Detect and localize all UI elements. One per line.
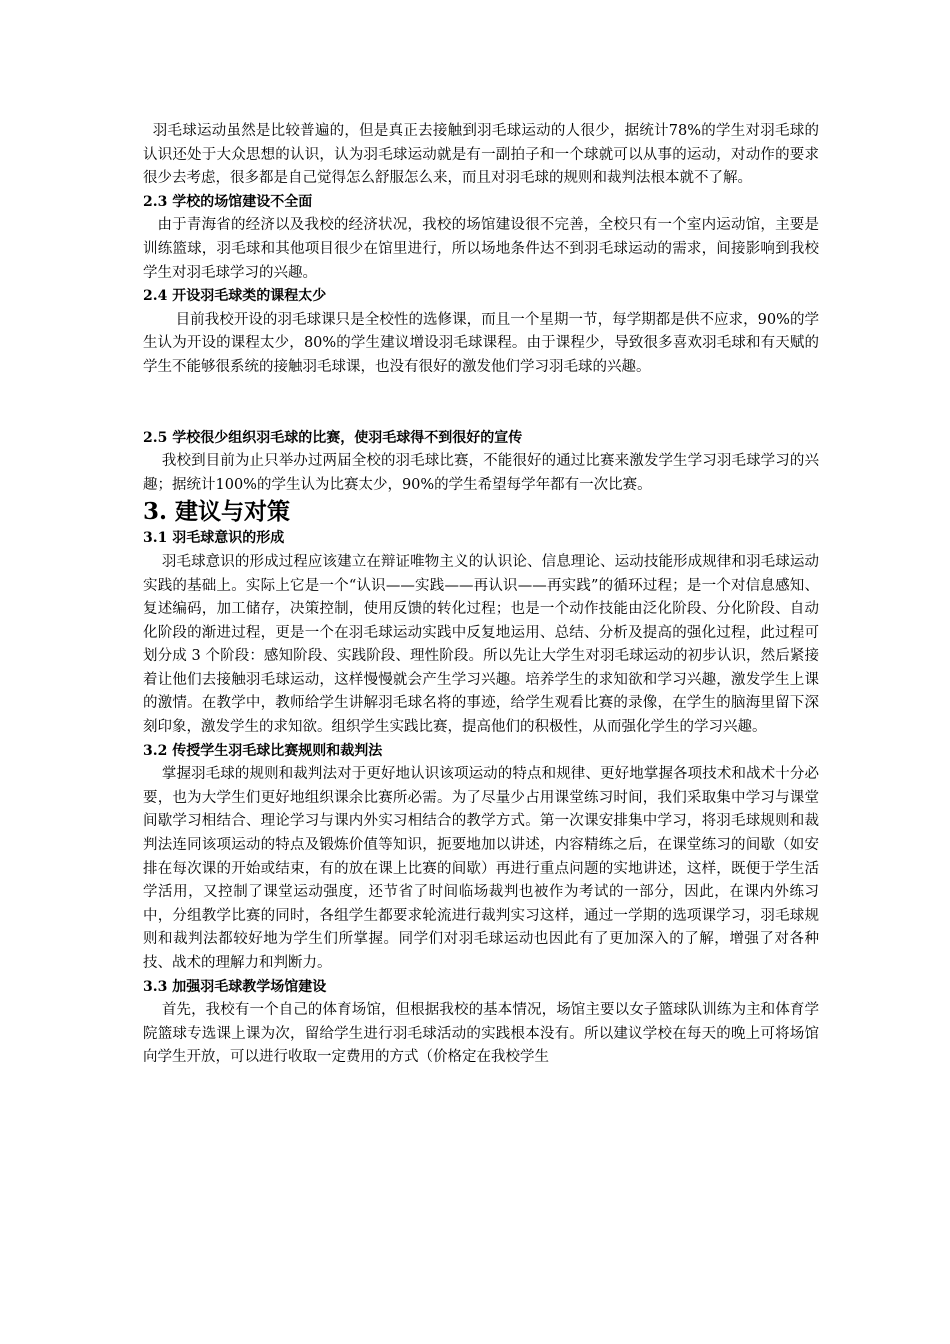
paragraph-2-5: 我校到目前为止只举办过两届全校的羽毛球比赛，不能很好的通过比赛来激发学生学习羽毛球学习的兴趣；据统计100%的学生认为比赛太少，90%的学生希望每学年都有一次比赛。 <box>143 453 819 493</box>
paragraph-intro: 羽毛球运动虽然是比较普遍的，但是真正去接触到羽毛球运动的人很少，据统计78%的学生对羽毛球的认识还处于大众思想的认识，认为羽毛球运动就是有一副拍子和一个球就可以从事的运动，对动作的要求很少去考虑，很多都是自己觉得怎么舒服怎么来，而且对羽毛球的规则和裁判法根本就不了解。 <box>143 123 819 187</box>
heading-2-3: 2.3 学校的场馆建设不全面 <box>143 193 313 210</box>
paragraph-2-4: 目前我校开设的羽毛球课只是全校性的选修课，而且一个星期一节，每学期都是供不应求，90%的学生认为开设的课程太少，80%的学生建议增设羽毛球课程。由于课程少，导致很多喜欢羽毛球和有天赋的学生不能够很系统的接触羽毛球课，也没有很好的激发他们学习羽毛球的兴趣。 <box>143 311 819 375</box>
blank-gap <box>143 380 819 427</box>
heading-2-5: 2.5 学校很少组织羽毛球的比赛，使羽毛球得不到很好的宣传 <box>143 429 523 446</box>
heading-3-1: 3.1 羽毛球意识的形成 <box>143 530 285 547</box>
heading-3-2: 3.2 传授学生羽毛球比赛规则和裁判法 <box>143 742 383 759</box>
paragraph-3-2: 掌握羽毛球的规则和裁判法对于更好地认识该项运动的特点和规律、更好地掌握各项技术和战术十分必要，也为大学生们更好地组织课余比赛所必需。为了尽量少占用课堂练习时间，我们采取集中学习与课堂间歇学习相结合、理论学习与课内外实习相结合的教学方式。第一次课安排集中学习，将羽毛球规则和裁判法连同该项运动的特点及锻炼价值等知识，扼要地加以讲述，内容精练之后，在课堂练习的间歇（如安排在每次课的开始或结束，有的放在课上比赛的间歇）再进行重点问题的实地讲述，这样，既便于学生活学活用，又控制了课堂运动强度，还节省了时间临场裁判也被作为考试的一部分，因此，在课内外练习中，分组教学比赛的同时，各组学生都要求轮流进行裁判实习这样，通过一学期的选项课学习，羽毛球规则和裁判法都较好地为学生们所掌握。同学们对羽毛球运动也因此有了更加深入的了解，增强了对各种技、战术的理解力和判断力。 <box>143 766 819 971</box>
heading-2-4: 2.4 开设羽毛球类的课程太少 <box>143 288 327 305</box>
heading-3: 3. 建议与对策 <box>143 498 291 526</box>
heading-3-3: 3.3 加强羽毛球教学场馆建设 <box>143 978 327 995</box>
document-page <box>143 120 819 1070</box>
paragraph-3-1: 羽毛球意识的形成过程应该建立在辩证唯物主义的认识论、信息理论、运动技能形成规律和羽毛球运动实践的基础上。实际上它是一个“认识——实践——再认识——再实践”的循环过程；是一个对信息感知、复述编码，加工储存，决策控制，使用反馈的转化过程；也是一个动作技能由泛化阶段、分化阶段、自动化阶段的渐进过程，更是一个在羽毛球运动实践中反复地运用、总结、分析及提高的强化过程，此过程可划分成 3 个阶段：感知阶段、实践阶段、理性阶段。所以先让大学生对羽毛球运动的初步认识，然后紧接着让他们去接触羽毛球运动，这样慢慢就会产生学习兴趣。培养学生的求知欲和学习兴趣，激发学生上课的激情。在教学中，教师给学生讲解羽毛球名将的事迹，给学生观看比赛的录像，在学生的脑海里留下深刻印象，激发学生的求知欲。组织学生实践比赛，提高他们的积极性，从而强化学生的学习兴趣。 <box>143 553 819 736</box>
paragraph-3-3: 首先，我校有一个自己的体育场馆，但根据我校的基本情况，场馆主要以女子篮球队训练为主和体育学院篮球专选课上课为次，留给学生进行羽毛球活动的实践根本没有。所以建议学校在每天的晚上可将场馆向学生开放，可以进行收取一定费用的方式（价格定在我校学生 <box>143 1002 819 1066</box>
paragraph-2-3: 由于青海省的经济以及我校的经济状况，我校的场馆建设很不完善，全校只有一个室内运动馆，主要是训练篮球，羽毛球和其他项目很少在馆里进行，所以场地条件达不到羽毛球运动的需求，间接影响到我校学生对羽毛球学习的兴趣。 <box>143 217 820 281</box>
